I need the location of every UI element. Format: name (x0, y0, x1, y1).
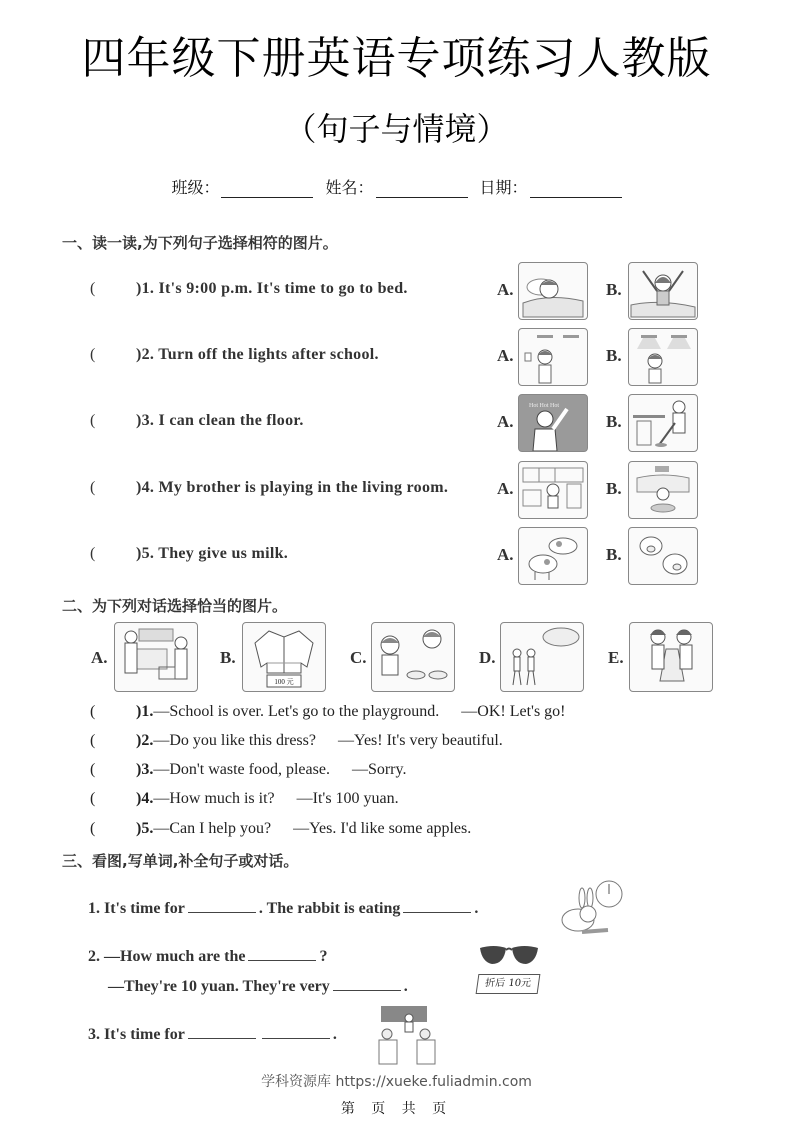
s2-dialogue-2 (90, 732, 503, 750)
option-b-label: B. (606, 346, 622, 365)
rabbit-clock-image (552, 878, 626, 940)
option-a-picture[interactable] (518, 394, 588, 452)
sentence-part: . (474, 900, 479, 917)
classroom-image (371, 1004, 445, 1066)
date-field[interactable] (480, 175, 622, 198)
class-blank[interactable] (221, 181, 313, 198)
s1-question-3 (90, 412, 304, 430)
sentence-part: —They're 10 yuan. They're very (108, 978, 330, 995)
fruit-shop-image (115, 623, 197, 691)
name-blank[interactable] (376, 181, 468, 198)
price-tag: 折后 10元 (476, 974, 541, 994)
answer-paren[interactable]: ( (90, 761, 96, 778)
answer-blank[interactable] (248, 946, 316, 961)
date-blank[interactable] (530, 181, 622, 198)
svg-text:100 元: 100 元 (274, 678, 294, 686)
option-a-picture[interactable] (518, 328, 588, 386)
picture-c-kids-eating[interactable] (371, 622, 455, 692)
class-field[interactable] (171, 175, 313, 198)
sentence-part: 3. It's time for (88, 1026, 185, 1043)
s1-question-1 (90, 280, 408, 298)
s1-question-2 (90, 346, 379, 364)
answer-paren[interactable]: ( (90, 346, 96, 363)
lights-off-image (519, 329, 587, 385)
option-b-label: B. (606, 479, 622, 498)
question-text: )4. My brother is playing in the living room. (136, 479, 449, 496)
s3-question-2a (88, 946, 327, 966)
sentence-part: 1. It's time for (88, 900, 185, 917)
page-title: 四年级下册英语专项练习人教版 (81, 33, 712, 84)
dialogue-line: —Can I help you? (153, 820, 272, 837)
picture-a-label: A. (91, 648, 108, 667)
dialogue-line: —Do you like this dress? (153, 732, 316, 749)
answer-paren[interactable]: ( (90, 412, 96, 429)
option-b-picture[interactable] (628, 461, 698, 519)
dialogue-reply: —It's 100 yuan. (296, 790, 399, 807)
option-a-label: A. (497, 479, 514, 498)
sweeping-floor-image (629, 395, 697, 451)
name-field[interactable] (325, 175, 467, 198)
picture-b-jacket[interactable] (242, 622, 326, 692)
answer-paren[interactable]: ( (90, 790, 96, 807)
dialogue-number: )1. (136, 703, 154, 720)
s2-dialogue-5 (90, 820, 471, 838)
option-b-picture[interactable] (628, 394, 698, 452)
kids-eating-image (372, 623, 454, 691)
sentence-part: . (403, 978, 408, 995)
dialogue-number: )3. (136, 761, 154, 778)
girls-dress-image (630, 623, 712, 691)
answer-paren[interactable]: ( (90, 732, 96, 749)
s2-dialogue-1 (90, 703, 566, 721)
sunglasses-picture (478, 942, 540, 970)
s1-question-5 (90, 545, 288, 563)
picture-e-dress[interactable] (629, 622, 713, 692)
s3-question-2b (108, 976, 408, 996)
dialogue-reply: —Yes. I'd like some apples. (293, 820, 472, 837)
dialogue-reply: —OK! Let's go! (461, 703, 566, 720)
sentence-part: . (332, 1026, 337, 1043)
page-number: 第 页 共 页 (340, 1101, 453, 1117)
answer-paren[interactable]: ( (90, 479, 96, 496)
girl-sleeping-image (519, 263, 587, 319)
s1-question-4 (90, 479, 448, 497)
answer-paren[interactable]: ( (90, 545, 96, 562)
dialogue-number: )5. (136, 820, 154, 837)
kids-walking-image (501, 623, 583, 691)
answer-blank[interactable] (333, 976, 401, 991)
picture-d-label: D. (479, 648, 496, 667)
answer-paren[interactable]: ( (90, 280, 96, 297)
answer-paren[interactable]: ( (90, 703, 96, 720)
sentence-part: . The rabbit is eating (258, 900, 401, 917)
rabbit-clock-picture (552, 878, 626, 940)
s3-question-1 (88, 898, 478, 918)
question-text: )1. It's 9:00 p.m. It's time to go to bed. (136, 280, 408, 297)
option-b-picture[interactable] (628, 328, 698, 386)
sentence-part: ? (319, 948, 328, 965)
s2-dialogue-4 (90, 790, 399, 808)
picture-c-label: C. (350, 648, 367, 667)
question-text: )5. They give us milk. (136, 545, 289, 562)
source-watermark: 学科资源库 https://xueke.fuliadmin.com (261, 1074, 532, 1090)
option-b-picture[interactable] (628, 262, 698, 320)
cows-image (519, 528, 587, 584)
dialogue-line: —School is over. Let's go to the playground. (153, 703, 440, 720)
picture-b-label: B. (220, 648, 236, 667)
option-b-label: B. (606, 280, 622, 299)
option-a-label: A. (497, 545, 514, 564)
option-a-label: A. (497, 280, 514, 299)
living-room-image (629, 462, 697, 518)
answer-blank[interactable] (188, 1024, 256, 1039)
option-a-label: A. (497, 346, 514, 365)
answer-blank[interactable] (262, 1024, 330, 1039)
jacket-image (243, 623, 325, 691)
picture-e-label: E. (608, 648, 624, 667)
blackboard-image (519, 395, 587, 451)
picture-d-playground[interactable] (500, 622, 584, 692)
picture-a-fruit-shop[interactable] (114, 622, 198, 692)
student-info-row (0, 175, 793, 198)
s3-question-3 (88, 1024, 337, 1044)
classroom-picture (371, 1004, 445, 1066)
girl-waking-image (629, 263, 697, 319)
sunglasses-image (478, 942, 540, 970)
dialogue-number: )4. (136, 790, 154, 807)
dialogue-line: —Don't waste food, please. (153, 761, 330, 778)
section1-heading: 一、读一读,为下列句子选择相符的图片。 (62, 234, 338, 252)
option-b-label: B. (606, 412, 622, 431)
svg-text:Hot Hot Hot: Hot Hot Hot (529, 403, 559, 409)
dialogue-reply: —Yes! It's very beautiful. (337, 732, 503, 749)
dialogue-line: —How much is it? (153, 790, 275, 807)
class-label: 班级： (171, 178, 220, 197)
lights-on-image (629, 329, 697, 385)
question-text: )2. Turn off the lights after school. (136, 346, 379, 363)
sentence-part: 2. —How much are the (88, 948, 246, 965)
option-a-picture[interactable] (518, 461, 588, 519)
dialogue-number: )2. (136, 732, 154, 749)
kitchen-image (519, 462, 587, 518)
name-label: 姓名： (325, 178, 374, 197)
answer-paren[interactable]: ( (90, 820, 96, 837)
date-label: 日期： (479, 178, 528, 197)
pigs-image (629, 528, 697, 584)
option-b-picture[interactable] (628, 527, 698, 585)
page-subtitle: （句子与情境） (284, 110, 509, 148)
s2-dialogue-3 (90, 761, 406, 779)
answer-blank[interactable] (403, 898, 471, 913)
option-b-label: B. (606, 545, 622, 564)
question-text: )3. I can clean the floor. (136, 412, 304, 429)
dialogue-reply: —Sorry. (351, 761, 407, 778)
option-a-label: A. (497, 412, 514, 431)
option-a-picture[interactable] (518, 262, 588, 320)
answer-blank[interactable] (188, 898, 256, 913)
section2-heading: 二、为下列对话选择恰当的图片。 (62, 597, 288, 615)
section3-heading: 三、看图,写单词,补全句子或对话。 (62, 852, 299, 870)
option-a-picture[interactable] (518, 527, 588, 585)
